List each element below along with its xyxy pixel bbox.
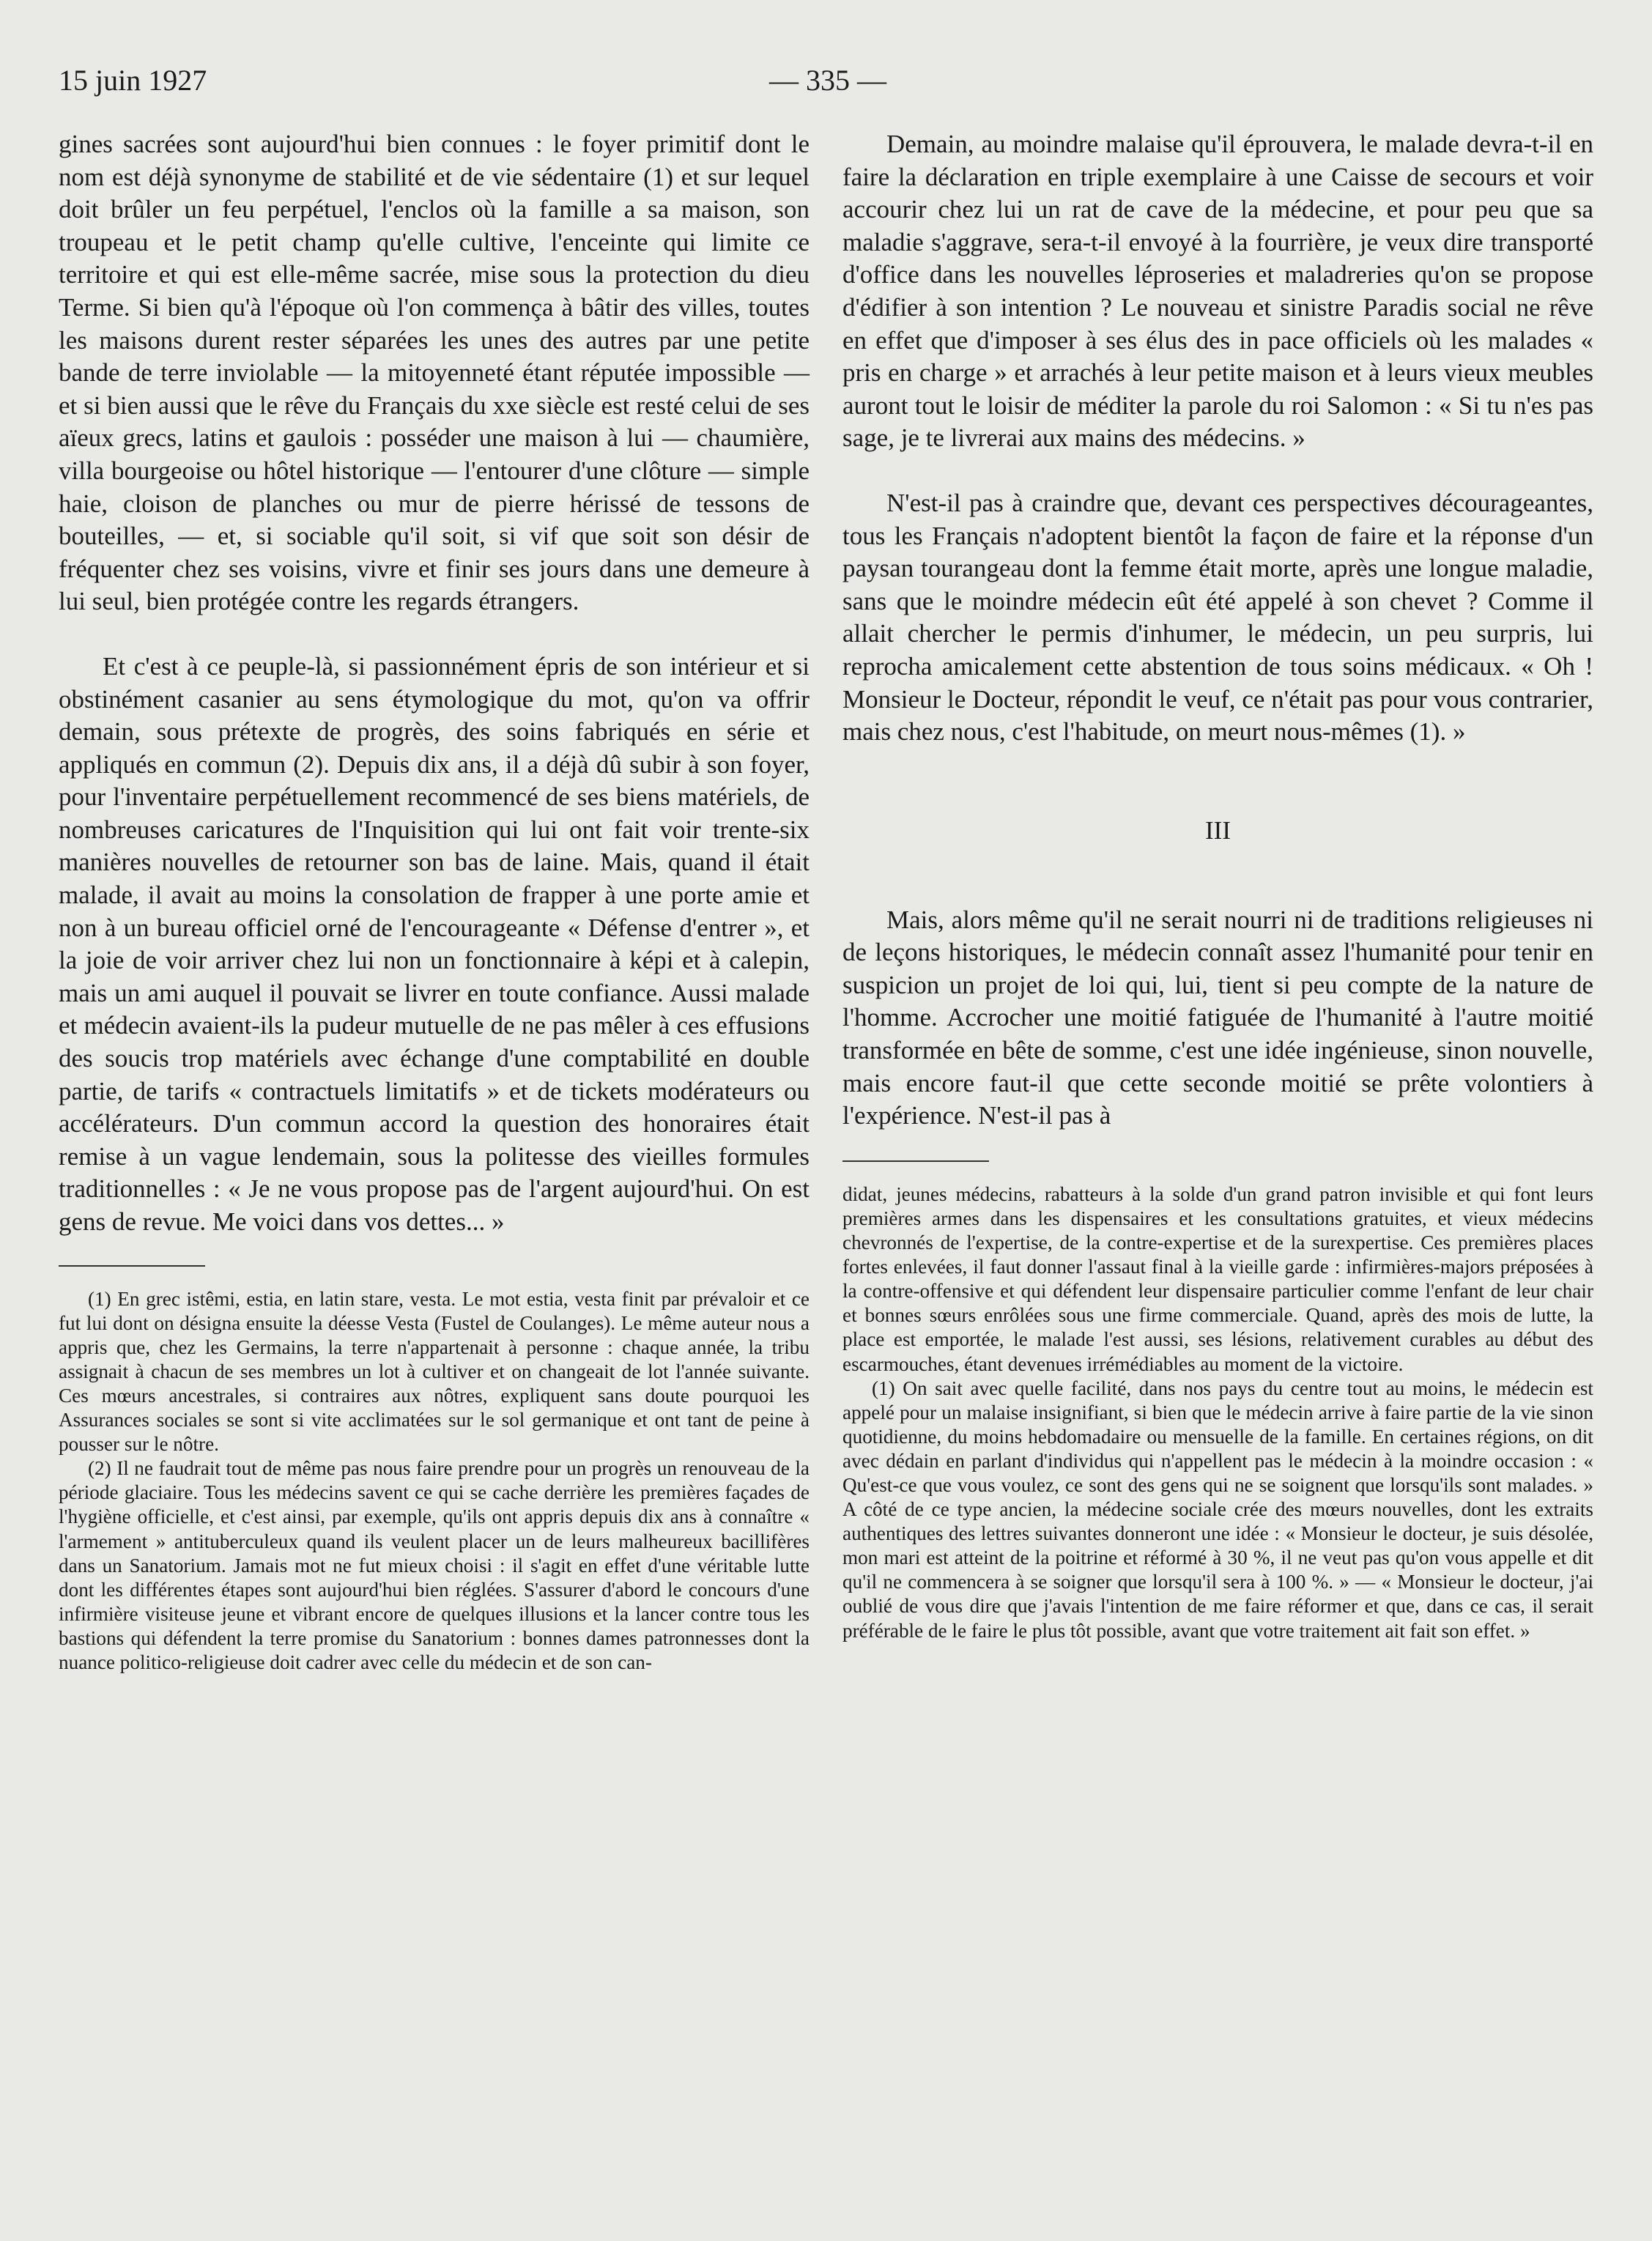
right-paragraph-1: Demain, au moindre malaise qu'il éprouvera, le malade devra-t-il en faire la déclaration en triple exemplaire à une Caisse de secours et voir accourir chez lui un rat de cave de la médecine, et pour peu que sa maladie s'aggrave, sera-t-il envoyé à la fourrière, je veux dire transporté d'office dans les nouvelles léproseries et maladreries qu'on se propose d'édifier à son intention ? Le nouveau et sinistre Paradis social ne rêve en effet que d'imposer à ses élus des in pace officiels où les malades « pris en charge » et arrachés à leur petite maison et à leurs vieux meubles auront tout le loisir de méditer la parole du roi Salomon : « Si tu n'es pas sage, je te livrerai aux mains des médecins. » bbox=[842, 130, 1593, 453]
page-number: — 335 — bbox=[769, 64, 886, 97]
left-paragraph-1: gines sacrées sont aujourd'hui bien connues : le foyer primitif dont le nom est déjà synonyme de stabilité et de vie sédentaire (1) et sur lequel doit brûler un feu perpétuel, l'enclos où la famille a sa maison, son troupeau et le petit champ qu'elle cultive, l'enceinte qui limite ce territoire et qui est elle-même sacrée, mise sous la protection du dieu Terme. Si bien qu'à l'époque où l'on commença à bâtir des villes, toutes les maisons durent rester séparées les unes des autres par une petite bande de terre inviolable — la mitoyenneté étant réputée impossible — et si bien aussi que le rêve du Français du xxe siècle est resté celui de ses aïeux grecs, latins et gaulois : posséder une maison à lui — chaumière, villa bourgeoise ou hôtel historique — l'entourer d'une clôture — simple haie, cloison de planches ou mur de pierre hérissé de tessons de bouteilles, — et, si sociable qu'il soit, si vif que soit son désir de fréquenter chez ses voisins, vivre et finir ses jours dans une demeure à lui seul, bien protégée contre les regards étrangers. bbox=[59, 130, 810, 616]
right-paragraph-3: Mais, alors même qu'il ne serait nourri ni de traditions religieuses ni de leçons historiques, le médecin connaît assez l'humanité pour tenir en suspicion un projet de loi qui, lui, tient si peu compte de la nature de l'homme. Accrocher une moitié fatiguée de l'humanité à l'autre moitié transformée en bête de somme, c'est une idée ingénieuse, sinon nouvelle, mais encore faut-il que cette seconde moitié se prête volontiers à l'expérience. N'est-il pas à bbox=[842, 905, 1593, 1130]
right-paragraph-2: N'est-il pas à craindre que, devant ces perspectives décourageantes, tous les Français n'adoptent bientôt la façon de faire et la réponse d'un paysan tourangeau dont la femme était morte, après une longue maladie, sans que le moindre médecin eût été appelé à son chevet ? Comme il allait chercher le permis d'inhumer, le médecin, un peu surpris, lui reprocha amicalement cette abstention de tous soins médicaux. « Oh ! Monsieur le Docteur, répondit le veuf, ce n'était pas pour vous contrarier, mais chez nous, c'est l'habitude, on meurt nous-mêmes (1). » bbox=[842, 488, 1593, 747]
left-column bbox=[59, 128, 810, 1675]
footnote-right-1: (1) On sait avec quelle facilité, dans nos pays du centre tout au moins, le médecin est appelé pour un malaise insignifiant, si bien que le médecin arrive à faire partie de la vie sinon quotidienne, du moins hebdomadaire ou mensuelle de la famille. En certaines régions, on dit avec dédain en parlant d'individus qui n'appellent pas le médecin à la moindre occasion : « Qu'est-ce que vous voulez, ce sont des gens qui ne se soignent que lorsqu'ils sont malades. » A côté de ce type ancien, la médecine sociale crée des mœurs nouvelles, dont les extraits authentiques des lettres suivantes donneront une idée : « Monsieur le docteur, je suis désolée, mon mari est atteint de la poitrine et réformé à 30 %, il ne veut pas qu'on vous appelle et dit qu'il ne commencera à se soigner que lorsqu'il sera à 100 %. » — « Monsieur le docteur, j'ai oublié de vous dire que j'avais l'intention de me faire réformer et que, dans ce cas, il serait préférable de le faire le plus tôt possible, avant que votre traitement ait fait son effet. » bbox=[842, 1377, 1593, 1642]
page-header bbox=[59, 63, 1604, 107]
right-footnotes bbox=[842, 1182, 1593, 1643]
section-number: III bbox=[1205, 815, 1231, 845]
left-paragraph-2: Et c'est à ce peuple-là, si passionnément épris de son intérieur et si obstinément casanier au sens étymologique du mot, qu'on va offrir demain, sous prétexte de progrès, des soins fabriqués en série et appliqués en commun (2). Depuis dix ans, il a déjà dû subir à son foyer, pour l'inventaire perpétuellement recommencé de ses biens matériels, de nombreuses caricatures de l'Inquisition qui lui ont fait voir trente-six manières nouvelles de retourner son bas de laine. Mais, quand il était malade, il avait au moins la consolation de frapper à une porte amie et non à un bureau officiel orné de l'encourageante « Défense d'entrer », et la joie de voir arriver chez lui non un fonctionnaire à képi et à calepin, mais un ami auquel il pouvait se livrer en toute confiance. Aussi malade et médecin avaient-ils la pudeur mutuelle de ne pas mêler à ces effusions des soucis trop matériels avec échange d'une comptabilité en double partie, de tarifs « contractuels limitatifs » et de tickets modérateurs ou accélérateurs. D'un commun accord la question des honoraires était remise à un vague lendemain, sous la politesse des vieilles formules traditionnelles : « Je ne vous propose pas de l'argent aujourd'hui. On est gens de revue. Me voici dans vos dettes... » bbox=[59, 651, 810, 1236]
left-footnotes bbox=[59, 1287, 810, 1675]
footnote-2: (2) Il ne faudrait tout de même pas nous faire prendre pour un progrès un renouveau de la période glaciaire. Tous les médecins savent ce qui se cache derrière les premières façades de l'hygiène officielle, et c'est ainsi, par exemple, qu'ils ont appris depuis dix ans à connaître « l'armement » antituberculeux quand ils veulent placer un de leurs malheureux bacillifères dans un Sanatorium. Jamais mot ne fut mieux choisi : il s'agit en effet d'une véritable lutte dont les différentes étapes sont aujourd'hui bien réglées. S'assurer d'abord le concours d'une infirmière visiteuse jeune et vibrant encore de quelques illusions et la lancer contre tous les bastions qui défendent la terre promise du Sanatorium : bonnes dames patronnesses dont la nuance politico-religieuse doit cadrer avec celle du médecin et de son can- bbox=[59, 1457, 810, 1673]
right-column bbox=[842, 128, 1593, 1643]
footnote-continuation: didat, jeunes médecins, rabatteurs à la solde d'un grand patron invisible et qui font leurs premières armes dans les dispensaires et les consultations gratuites, et vieux médecins chevronnés de l'expertise, de la contre-expertise et de la surexpertise. Ces premières places fortes enlevées, il faut donner l'assaut final à la vieille garde : infirmières-majors préposées à la contre-offensive et qui défendent leur dispensaire particulier comme l'enfant de leur chair et bonnes sœurs enrôlées sous une firme commerciale. Quand, après des mois de lutte, la place est emportée, le malade l'est aussi, ses lésions, relativement curables au début des escarmouches, étant devenues irrémédiables au moment de la victoire. bbox=[842, 1182, 1593, 1375]
issue-date: 15 juin 1927 bbox=[59, 64, 207, 97]
footnote-1: (1) En grec istêmi, estia, en latin stare, vesta. Le mot estia, vesta finit par prévaloir et ce fut lui dont on désigna ensuite la déesse Vesta (Fustel de Coulanges). Le même auteur nous a appris que, chez les Germains, la terre n'appartenait à personne : chaque année, la tribu assignait à chacun de ses membres un lot à cultiver et on changeait de lot l'année suivante. Ces mœurs ancestrales, si contraires aux nôtres, expliquent sans doute pourquoi les Assurances sociales se sont si vite acclimatées sur le sol germanique et ont tant de peine à pousser sur le nôtre. bbox=[59, 1287, 810, 1456]
